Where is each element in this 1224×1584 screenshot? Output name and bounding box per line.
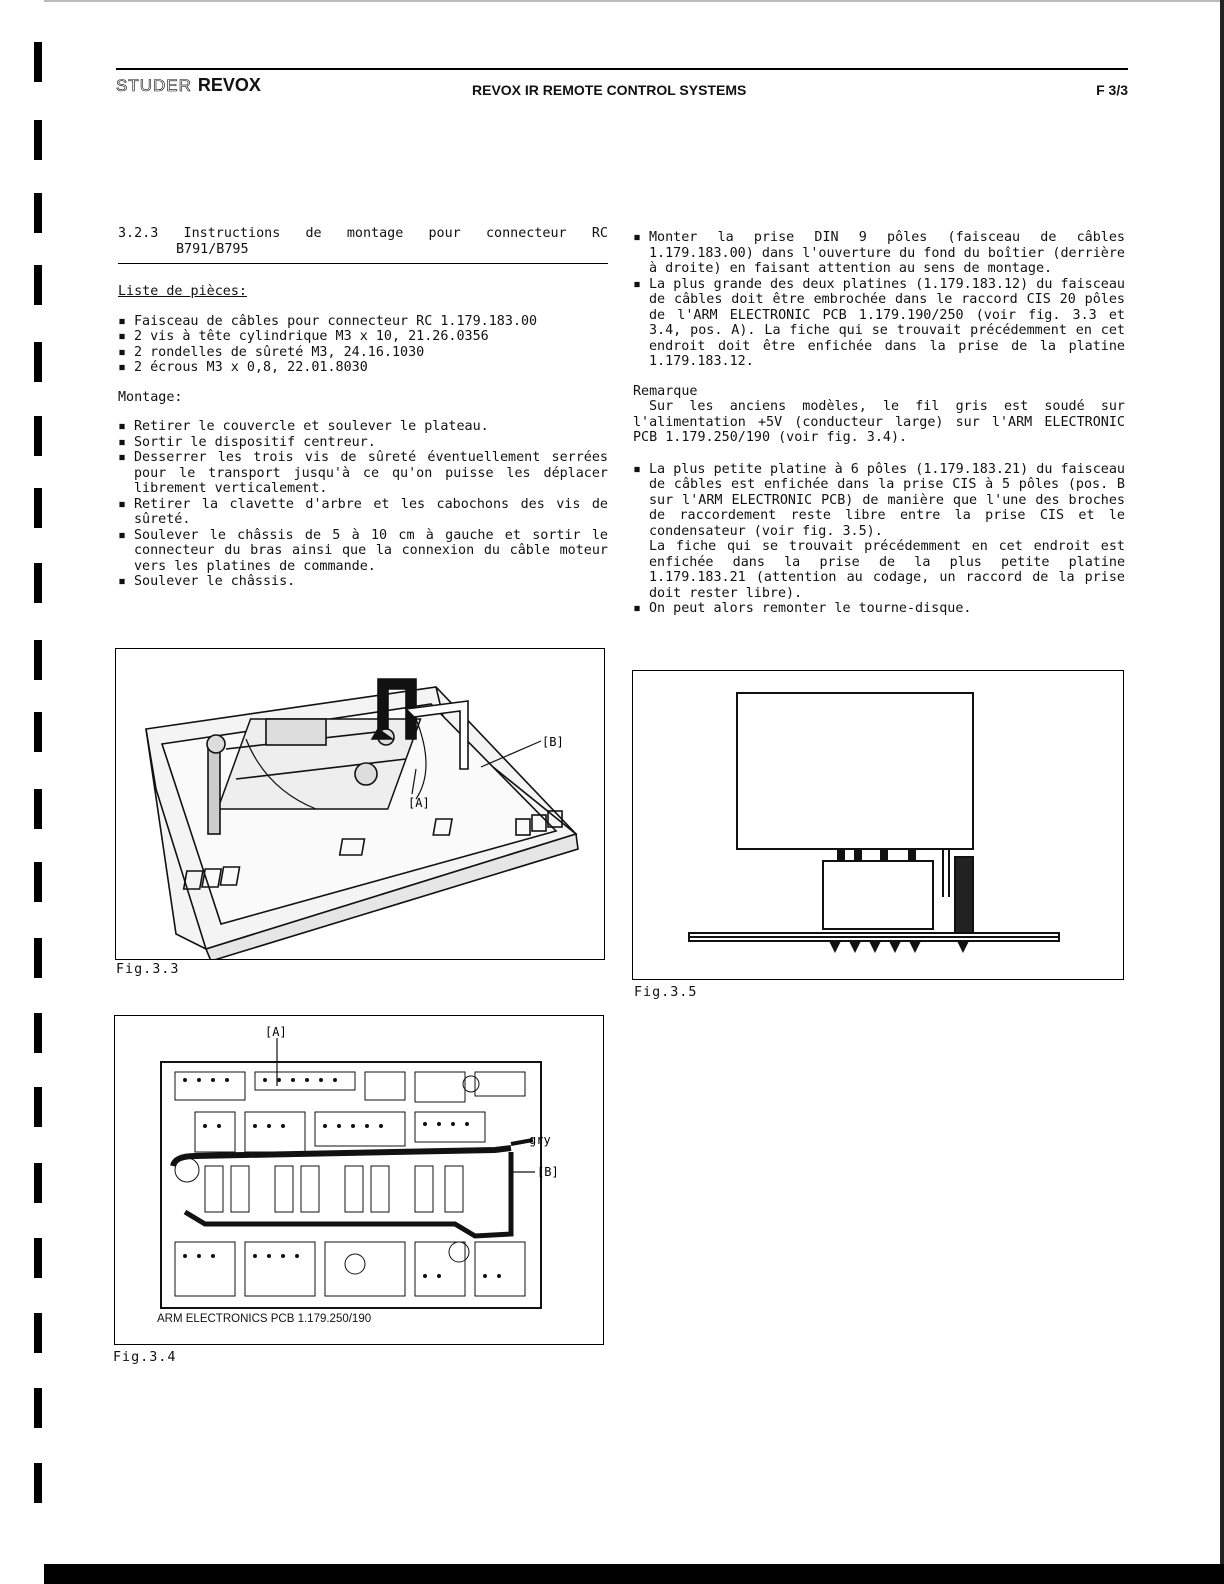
document-title: REVOX IR REMOTE CONTROL SYSTEMS xyxy=(472,82,747,98)
label-b: [B] xyxy=(542,735,564,749)
remark-heading: Remarque xyxy=(633,383,698,399)
list-item: ▪ Desserrer les trois vis de sûreté éventuellement serrées pour le transport jusqu'à ce qu'on puisse les déplacer librement verticalement. xyxy=(118,450,608,497)
assembly-steps-b xyxy=(633,462,1125,617)
figure-3-3 xyxy=(115,648,605,960)
list-item: ▪ La plus grande des deux platines (1.179.183.12) du faisceau de câbles doit être embrochée dans le raccord CIS 20 pôles de l'ARM ELECTRONIC PCB 1.179.190/250 (voir fig. 3.3 et 3.4, pos. A). La fiche qui se trouvait précédemment en cet endroit doit être enfichée dans la prise de la platine 1.179.183.12. xyxy=(633,277,1125,370)
section-title: 3.2.3 Instructions de montage pour connecteur RC xyxy=(118,226,608,241)
turntable-illustration xyxy=(116,649,604,959)
figure-caption: Fig.3.4 xyxy=(113,1350,177,1365)
scan-right-edge xyxy=(1220,0,1224,1584)
figure-3-5 xyxy=(632,670,1124,980)
list-item: ▪ Retirer le couvercle et soulever le plateau. xyxy=(118,419,608,435)
section-divider xyxy=(118,263,608,264)
list-item: ▪ Sortir le dispositif centreur. xyxy=(118,435,608,451)
pcb-illustration xyxy=(115,1016,603,1344)
remark-text: Sur les anciens modèles, le fil gris est soudé sur l'alimentation +5V (conducteur large) sur l'ARM ELECTRONIC PCB 1.179.250/190 (voir fig. 3.4). xyxy=(633,399,1125,445)
list-item: ▪ 2 vis à tête cylindrique M3 x 10, 21.26.0356 xyxy=(118,329,608,345)
left-column xyxy=(118,226,608,590)
parts-heading: Liste de pièces: xyxy=(118,284,247,299)
brand-logo xyxy=(116,75,261,96)
scan-top-edge xyxy=(44,0,1224,2)
label-b: [B] xyxy=(537,1165,559,1179)
connector-illustration xyxy=(633,671,1123,979)
brand-studer: STUDER xyxy=(116,76,192,95)
pcb-caption: ARM ELECTRONICS PCB 1.179.250/190 xyxy=(157,1313,372,1325)
scan-bottom-bar xyxy=(44,1564,1224,1584)
page-header xyxy=(116,68,1128,102)
list-item: ▪ La plus petite platine à 6 pôles (1.179.183.21) du faisceau de câbles est enfichée dans la prise CIS à 5 pôles (pos. B sur l'ARM ELECTRONIC PCB) de manière que l'une des broches de raccordement reste libre entre la prise CIS et le condensateur (voir fig. 3.5). La fiche qui se trouvait précédemment en cet endroit est enfichée dans la prise de la plus petite platine 1.179.183.21 (attention au codage, un raccord de la prise doit rester libre). xyxy=(633,462,1125,602)
brand-revox: REVOX xyxy=(197,75,261,95)
list-item: ▪ Soulever le châssis de 5 à 10 cm à gauche et sortir le connecteur du bras ainsi que la connexion du câble moteur vers les platines de commande. xyxy=(118,528,608,575)
list-item: ▪ 2 rondelles de sûreté M3, 24.16.1030 xyxy=(118,345,608,361)
montage-heading: Montage: xyxy=(118,389,183,405)
list-item: ▪ Retirer la clavette d'arbre et les cabochons des vis de sûreté. xyxy=(118,497,608,528)
figure-3-4 xyxy=(114,1015,604,1345)
step-continuation: La fiche qui se trouvait précédemment en cet endroit est enfichée dans la prise de la plus petite platine 1.179.183.21 (attention au codage, un raccord de la prise doit rester libre). xyxy=(649,539,1125,601)
figure-caption: Fig.3.5 xyxy=(634,985,698,1000)
list-item: ▪ 2 écrous M3 x 0,8, 22.01.8030 xyxy=(118,360,608,376)
section-title-line2: B791/B795 xyxy=(176,241,249,257)
parts-list xyxy=(118,314,608,376)
page-number: F 3/3 xyxy=(1096,82,1128,98)
montage-steps xyxy=(118,419,608,590)
list-item: ▪ Faisceau de câbles pour connecteur RC 1.179.183.00 xyxy=(118,314,608,330)
right-column xyxy=(633,230,1125,617)
list-item: ▪ Soulever le châssis. xyxy=(118,574,608,590)
assembly-steps-a xyxy=(633,230,1125,370)
list-item: ▪ On peut alors remonter le tourne-disque. xyxy=(633,601,1125,617)
figure-caption: Fig.3.3 xyxy=(116,962,180,977)
label-gry: gry xyxy=(529,1133,551,1147)
label-a: [A] xyxy=(265,1025,287,1039)
label-a: [A] xyxy=(408,796,430,810)
list-item: ▪ Monter la prise DIN 9 pôles (faisceau de câbles 1.179.183.00) dans l'ouverture du fond du boîtier (derrière à droite) en faisant attention au sens de montage. xyxy=(633,230,1125,277)
